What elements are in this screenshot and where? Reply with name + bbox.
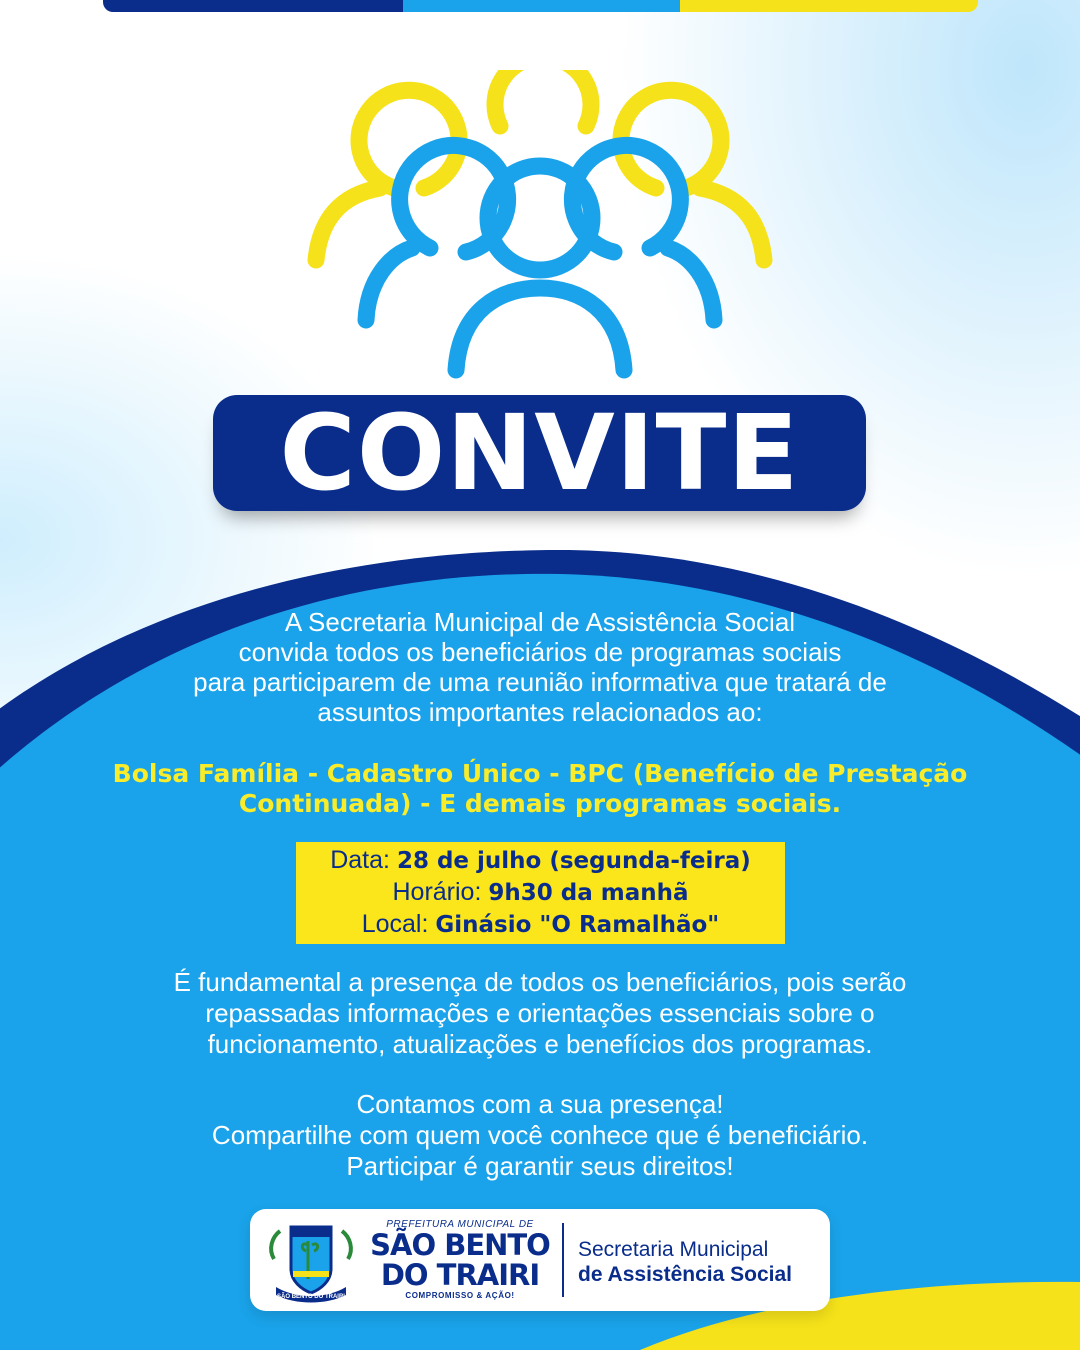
municipal-crest-icon	[266, 1219, 356, 1303]
event-time: Horário: 9h30 da manhã	[392, 878, 689, 906]
event-info-box	[296, 842, 785, 944]
event-place: Local: Ginásio "O Ramalhão"	[361, 910, 720, 938]
secretaria-label: Secretaria Municipal de Assistência Social	[578, 1238, 792, 1286]
prefeitura-logo: PREFEITURA MUNICIPAL DE SÃO BENTO DO TRAIRI COMPROMISSO & AÇÃO!	[370, 1219, 550, 1300]
thanks-text: Contamos com a sua presença! Compartilhe com quem você conhece que é beneficiário. Participar é garantir seus direitos!	[211, 1089, 869, 1181]
logo-divider	[562, 1223, 564, 1297]
intro-text: A Secretaria Municipal de Assistência Social convida todos os beneficiários de programas sociais para participarem de uma reunião informativa que tratará de assuntos importantes relacionados ao:	[193, 607, 887, 727]
closing-text: É fundamental a presença de todos os beneficiários, pois serão repassadas informações e orientações essenciais sobre o funcionamento, atualizações e benefícios dos programas.	[173, 967, 907, 1059]
title-banner	[213, 392, 866, 514]
svg-text:SÃO BENTO DO TRAIRI: SÃO BENTO DO TRAIRI	[277, 1294, 345, 1300]
page-title: CONVITE	[279, 392, 800, 514]
footer-logos	[250, 1209, 830, 1311]
people-group-icon	[300, 70, 780, 380]
event-date: Data: 28 de julho (segunda-feira)	[330, 846, 751, 874]
programs-text: Bolsa Família - Cadastro Único - BPC (Benefício de Prestação Continuada) - E demais programas sociais.	[112, 759, 968, 818]
top-color-stripe	[103, 0, 978, 12]
